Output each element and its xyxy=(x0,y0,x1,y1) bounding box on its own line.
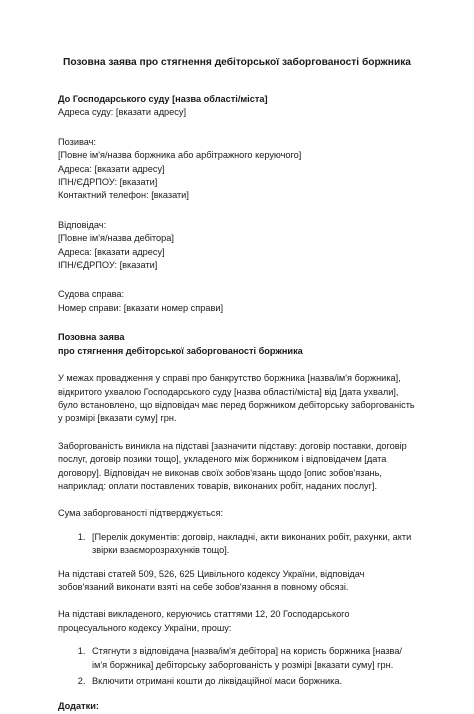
plaintiff-name: [Повне ім'я/назва боржника або арбітражного керуючого] xyxy=(58,150,302,161)
court-name: До Господарського суду [назва області/міста] xyxy=(58,94,268,104)
paragraph-request-intro: На підставі викладеного, керуючись статтями 12, 20 Господарського процесуального кодексу України, прошу: xyxy=(58,609,350,633)
claim-heading-line2: про стягнення дебіторської заборгованості боржника xyxy=(58,345,303,356)
plaintiff-heading: Позивач: xyxy=(58,136,96,147)
document-title: Позовна заява про стягнення дебіторської заборгованості боржника xyxy=(63,57,411,68)
plaintiff-block xyxy=(58,136,416,203)
list-item: 1. [Перелік документів: договір, накладні, акти виконаних робіт, рахунки, акти звірки взаєморозрахунків тощо]. xyxy=(88,531,416,558)
plaintiff-tax-id: ІПН/ЄДРПОУ: [вказати] xyxy=(58,177,158,188)
court-block xyxy=(58,93,416,120)
court-address: Адреса суду: [вказати адресу] xyxy=(58,107,187,118)
defendant-block xyxy=(58,219,416,273)
defendant-name: [Повне ім'я/назва дебітора] xyxy=(58,233,174,244)
defendant-tax-id: ІПН/ЄДРПОУ: [вказати] xyxy=(58,260,158,271)
paragraph-debt-basis: Заборгованість виникла на підставі [зазначити підставу: договір поставки, договір послуг, договір позики тощо], укладеного між боржником і відповідачем [дата договору]. Відповідач не виконав своїх зобов'язань щодо [опис зобов'язань, наприклад: оплати поставлених товарів, виконаних робіт, наданих послуг]. xyxy=(58,440,407,491)
paragraph-evidence-intro: Сума заборгованості підтверджується: xyxy=(58,508,224,519)
case-number: Номер справи: [вказати номер справи] xyxy=(58,302,224,313)
claim-heading-line1: Позовна заява xyxy=(58,332,125,343)
defendant-heading: Відповідач: xyxy=(58,219,107,230)
list-item: 2. Включити отримані кошти до ліквідаційної маси боржника. xyxy=(88,675,416,688)
claim-heading xyxy=(58,331,416,358)
attachments-heading: Додатки: xyxy=(58,701,99,712)
paragraph-proceedings: У межах провадження у справі про банкрутство боржника [назва/ім'я боржника], відкритого ухвалою Господарського суду [назва області/міста] від [дата ухвали], було встановлено, що відповідач має перед боржником дебіторську заборгованість у розмірі [вказати суму] грн. xyxy=(58,373,415,424)
defendant-address: Адреса: [вказати адресу] xyxy=(58,246,165,257)
evidence-list xyxy=(58,531,416,558)
plaintiff-phone: Контактний телефон: [вказати] xyxy=(58,190,189,201)
case-heading: Судова справа: xyxy=(58,289,125,300)
requests-list xyxy=(58,645,416,688)
list-item: 1. Стягнути з відповідача [назва/ім'я дебітора] на користь боржника [назва/ім'я боржника] дебіторську заборгованість у розмірі [вказати суму] грн. xyxy=(88,645,416,672)
plaintiff-address: Адреса: [вказати адресу] xyxy=(58,163,165,174)
paragraph-legal-basis: На підставі статей 509, 526, 625 Цивільного кодексу України, відповідач зобов'язаний виконати взяті на себе зобов'язання в повному обсязі. xyxy=(58,568,365,592)
case-block xyxy=(58,288,416,315)
